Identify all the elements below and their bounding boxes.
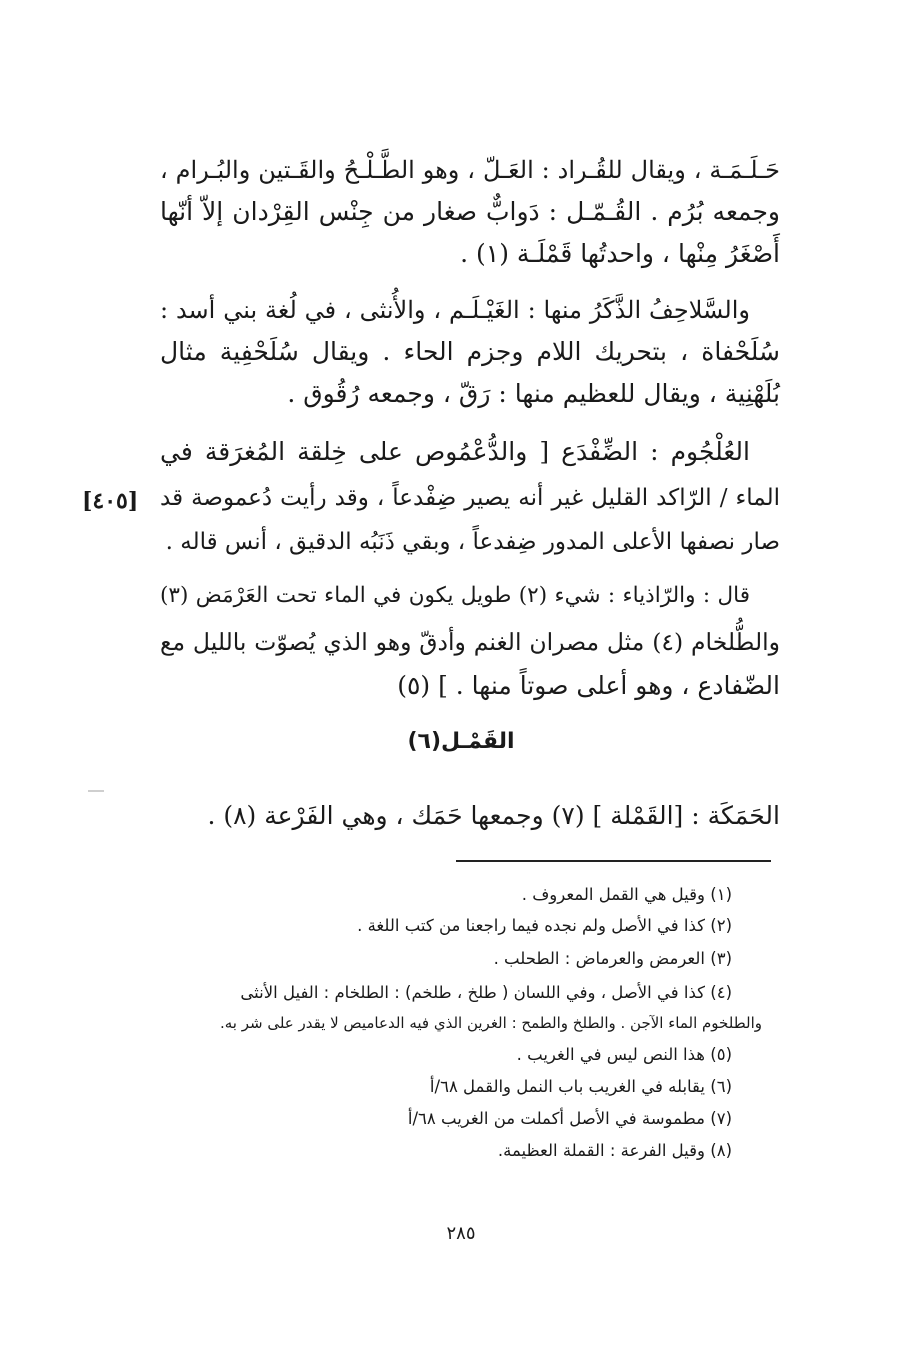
margin-folio-marker: [٤٠٥]: [82, 488, 139, 514]
footnote: (٤) كذا في الأصل ، وفي اللسان ( طلخ ، طلخم) : الطلخام : الفيل الأنثى: [240, 983, 732, 1002]
body-line: سُلَحْفاة ، بتحريك اللام وجزم الحاء . ويقال سُلَحْفِية مثال: [160, 337, 780, 366]
body-line: قال : والرّاذياء : شيء (٢) طويل يكون في الماء تحت العَرْمَض (٣): [160, 583, 750, 608]
footnote-separator: [456, 860, 771, 862]
body-line: الحَمَكَة : [القَمْلة ] (٧) وجمعها حَمَك ، وهي الفَرْعة (٨) .: [207, 801, 780, 830]
footnote: (٥) هذا النص ليس في الغريب .: [516, 1045, 732, 1064]
body-line: أَصْغَرُ مِنْها ، واحدتُها قَمْلَـة (١) .: [460, 239, 780, 268]
section-heading: القَمْـل(٦): [407, 729, 515, 754]
footnote: (١) وقيل هي القمل المعروف .: [521, 885, 732, 904]
footnote: (٢) كذا في الأصل ولم نجده فيما راجعنا من كتب اللغة .: [357, 916, 732, 935]
body-line: والسَّلاحِفُ الذَّكَرُ منها : الغَيْـلَـم ، والأُنثى ، في لُغة بني أسد :: [160, 296, 750, 324]
footnote: (٦) يقابله في الغريب باب النمل والقمل ٦٨/أ: [429, 1077, 732, 1096]
body-line: الضّفادع ، وهو أعلى صوتاً منها . ] (٥): [397, 671, 780, 700]
footnote: (٧) مطموسة في الأصل أكملت من الغريب ٦٨/أ: [407, 1109, 732, 1128]
footnote: (٣) العرمض والعرماض : الطحلب .: [493, 949, 732, 968]
body-line: الماء / الرّاكد القليل غير أنه يصير ضِفْدعاً ، وقد رأيت دُعموصة قد: [160, 485, 780, 511]
body-line: حَـلَـمَـة ، ويقال للقُـراد : العَـلّ ، وهو الطَّـلْـحُ والقَـتين والبُـرام ،: [160, 156, 780, 184]
footnote: (٨) وقيل الفرعة : القملة العظيمة.: [497, 1141, 732, 1160]
body-line: صار نصفها الأعلى المدور ضِفدعاً ، وبقي ذَنَبُه الدقيق ، أنس قاله .: [165, 529, 780, 555]
body-line: العُلْجُوم : الضِّفْدَع [ والدُّعْمُوص على خِلقة المُغرَقة في: [160, 437, 750, 466]
scan-mark: [88, 790, 104, 792]
body-line: والطُّلخام (٤) مثل مصران الغنم وأدقّ وهو الذي يُصوّت بالليل مع: [160, 628, 780, 656]
footnote-continuation: والطلخوم الماء الآجن . والطلخ والطمح : الغرين الذي فيه الدعاميص لا يقدر على شر به.: [219, 1014, 762, 1032]
page-number: ٢٨٥: [446, 1223, 476, 1244]
body-line: بُلَهْنِية ، ويقال للعظيم منها : رَقّ ، وجمعه رُقُوق .: [287, 379, 780, 408]
body-line: وجمعه بُرُم . القُـمّـل : دَوابٌّ صغار من جِنْس القِرْدان إلاّ أنّها: [160, 197, 780, 226]
